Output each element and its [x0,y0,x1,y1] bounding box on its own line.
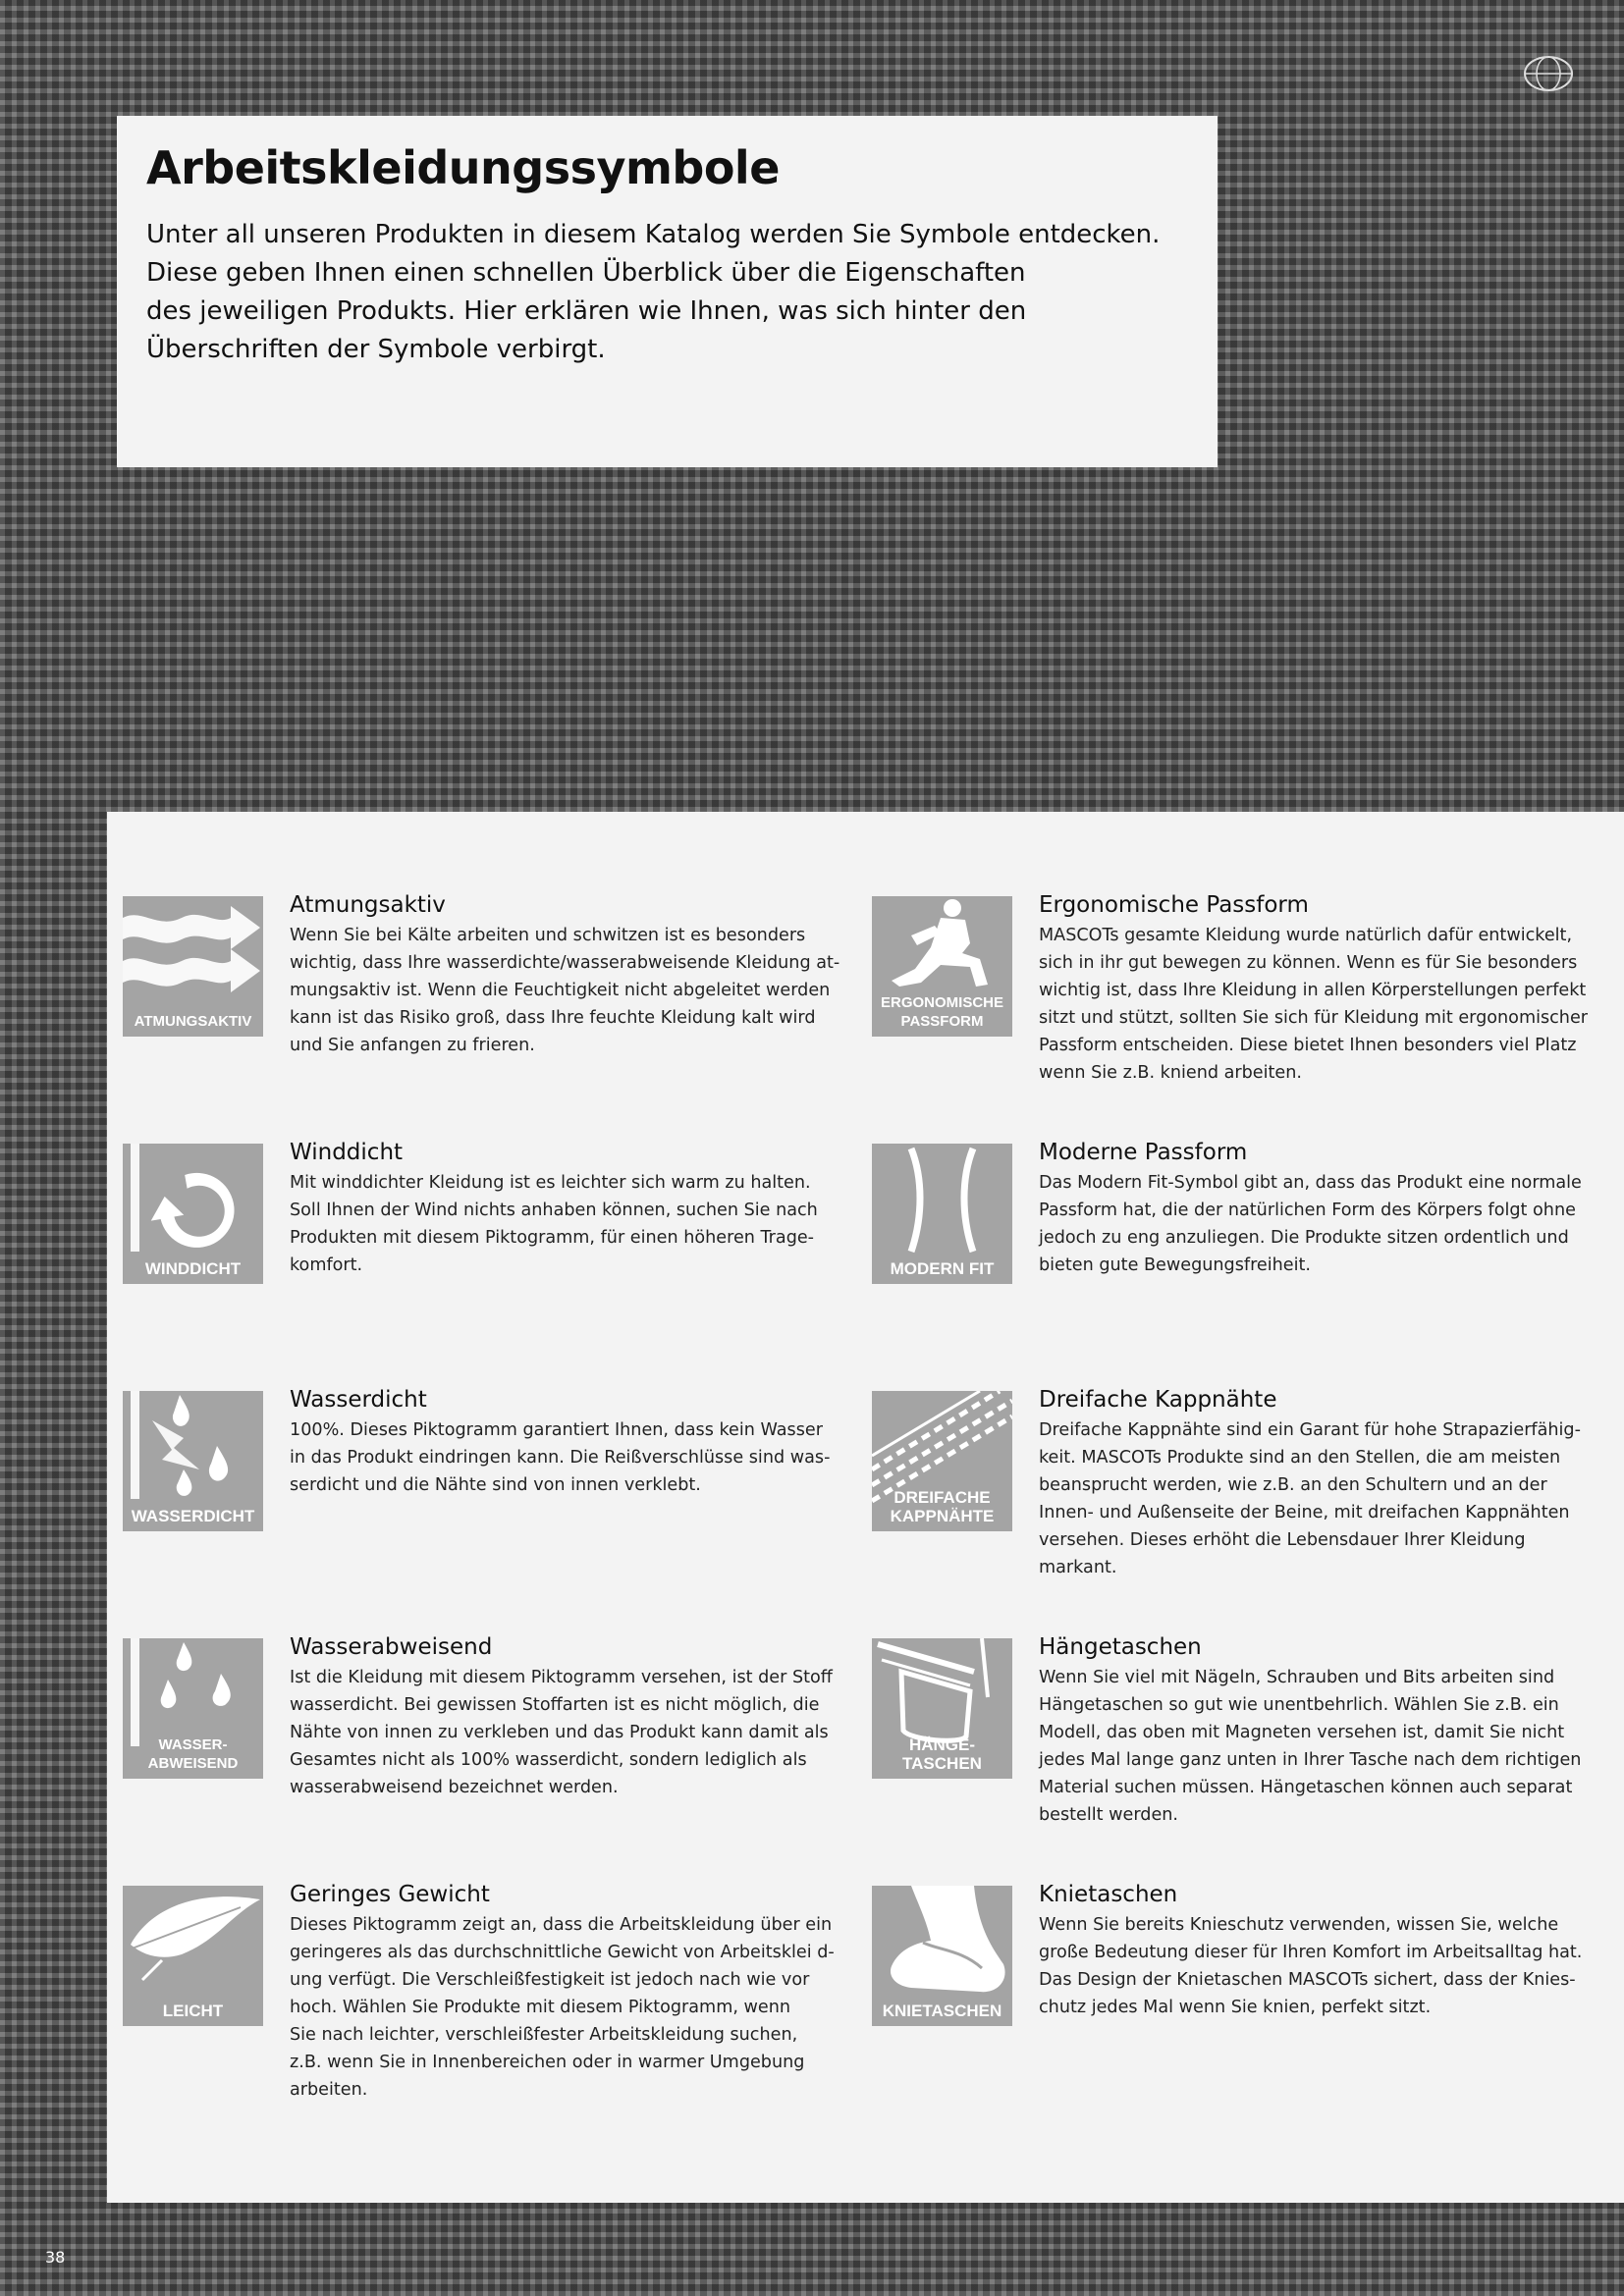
symbol-description: wichtig ist, dass Ihre Kleidung in allen Körperstellungen perfekt [1039,981,1587,1000]
intro-box [117,116,1218,467]
icon-label: WASSERDICHT [131,1507,255,1525]
kneeling-worker-icon [872,896,1012,1037]
symbol-description: Wenn Sie viel mit Nägeln, Schrauben und Bits arbeiten sind [1039,1668,1555,1687]
symbol-description: geringeres als das durchschnittliche Gewicht von Arbeitsklei d- [290,1943,835,1962]
feather-icon [123,1886,263,2026]
symbol-description: Das Modern Fit-Symbol gibt an, dass das Produkt eine normale [1039,1173,1582,1193]
icon-label: HÄNGE- TASCHEN [902,1735,982,1773]
symbol-title: Dreifache Kappnähte [1039,1387,1277,1413]
symbol-description: Innen- und Außenseite der Beine, mit dreifachen Kappnähten [1039,1503,1570,1522]
icon-label: WASSER- ABWEISEND [147,1736,239,1772]
symbol-description: Sie nach leichter, verschleißfester Arbeitskleidung suchen, [290,2025,798,2045]
intro-line: Überschriften der Symbole verbirgt. [146,335,606,364]
icon-label: LEICHT [162,2002,224,2020]
water-drops-icon [123,1638,263,1779]
symbol-description: große Bedeutung dieser für Ihren Komfort im Arbeitsalltag hat. [1039,1943,1583,1962]
symbol-description: arbeiten. [290,2080,368,2100]
intro-line: Diese geben Ihnen einen schnellen Überblick über die Eigenschaften [146,258,1026,288]
symbol-description: keit. MASCOTs Produkte sind an den Stellen, die am meisten [1039,1448,1561,1468]
symbol-description: kann ist das Risiko groß, dass Ihre feuchte Kleidung kalt wird [290,1008,816,1028]
symbol-description: wasserabweisend bezeichnet werden. [290,1778,619,1797]
page-title: Arbeitskleidungssymbole [146,141,780,194]
symbol-title: Atmungsaktiv [290,892,446,918]
symbol-description: Wenn Sie bereits Knieschutz verwenden, wissen Sie, welche [1039,1915,1559,1935]
icon-label: ATMUNGSAKTIV [134,1013,252,1030]
triple-stitch-icon [872,1391,1012,1531]
symbol-description: serdicht und die Nähte sind von innen verklebt. [290,1475,701,1495]
symbol-title: Geringes Gewicht [290,1882,490,1907]
knee-pad-icon [872,1886,1012,2026]
icon-label: KNIETASCHEN [882,2002,1002,2020]
symbol-description: wichtig, dass Ihre wasserdichte/wasserabweisende Kleidung at- [290,953,840,973]
wind-arrows-icon [123,896,263,1037]
symbol-title: Moderne Passform [1039,1140,1248,1165]
symbol-description: mungsaktiv ist. Wenn die Feuchtigkeit nicht abgeleitet werden [290,981,831,1000]
symbol-description: jedes Mal lange ganz unten in Ihrer Tasche nach dem richtigen [1039,1750,1582,1770]
symbol-title: Knietaschen [1039,1882,1178,1907]
symbol-description: MASCOTs gesamte Kleidung wurde natürlich dafür entwickelt, [1039,926,1573,945]
symbol-description: ung verfügt. Die Verschleißfestigkeit ist jedoch nach wie vor [290,1970,810,1990]
symbol-description: sich in ihr gut bewegen zu können. Wenn es für Sie besonders [1039,953,1578,973]
intro-line: Unter all unseren Produkten in diesem Katalog werden Sie Symbole entdecken. [146,220,1161,249]
symbol-description: in das Produkt eindringen kann. Die Reißverschlüsse sind was- [290,1448,831,1468]
symbol-description: komfort. [290,1255,363,1275]
symbol-description: Passform hat, die der natürlichen Form des Körpers folgt ohne [1039,1201,1576,1220]
icon-label: WINDDICHT [144,1259,242,1278]
symbol-description: Material suchen müssen. Hängetaschen können auch separat [1039,1778,1573,1797]
symbol-description: versehen. Dieses erhöht die Lebensdauer Ihrer Kleidung [1039,1530,1526,1550]
symbol-title: Wasserdicht [290,1387,427,1413]
symbol-description: wasserdicht. Bei gewissen Stoffarten ist es nicht möglich, die [290,1695,820,1715]
intro-line: des jeweiligen Produkts. Hier erklären wie Ihnen, was sich hinter den [146,296,1027,326]
symbol-description: jedoch zu eng anzuliegen. Die Produkte sitzen ordentlich und [1039,1228,1569,1248]
symbol-description: Dreifache Kappnähte sind ein Garant für hohe Strapazierfähig- [1039,1420,1581,1440]
symbol-description: Hängetaschen so gut wie unentbehrlich. Wählen Sie z.B. ein [1039,1695,1559,1715]
icon-label: DREIFACHE KAPPNÄHTE [890,1488,995,1525]
symbol-description: bieten gute Bewegungsfreiheit. [1039,1255,1311,1275]
hanging-pocket-icon [872,1638,1012,1779]
mascot-globe-logo [1522,47,1575,100]
symbol-description: 100%. Dieses Piktogramm garantiert Ihnen, dass kein Wasser [290,1420,823,1440]
symbol-description: z.B. wenn Sie in Innenbereichen oder in warmer Umgebung [290,2053,805,2072]
symbol-description: Dieses Piktogramm zeigt an, dass die Arbeitskleidung über ein [290,1915,833,1935]
curved-lines-icon [872,1144,1012,1284]
icon-label: ERGONOMISCHE PASSFORM [880,994,1003,1030]
symbol-description: Ist die Kleidung mit diesem Piktogramm versehen, ist der Stoff [290,1668,833,1687]
symbol-description: Wenn Sie bei Kälte arbeiten und schwitzen ist es besonders [290,926,806,945]
symbol-title: Hängetaschen [1039,1634,1202,1660]
page-number: 38 [45,2248,66,2267]
symbol-title: Wasserabweisend [290,1634,493,1660]
symbol-description: Das Design der Knietaschen MASCOTs sichert, dass der Knies- [1039,1970,1576,1990]
symbol-description: Soll Ihnen der Wind nichts anhaben können, suchen Sie nach [290,1201,818,1220]
symbol-description: Passform entscheiden. Diese bietet Ihnen besonders viel Platz [1039,1036,1577,1055]
symbol-description: bestellt werden. [1039,1805,1179,1825]
symbol-description: hoch. Wählen Sie Produkte mit diesem Piktogramm, wenn [290,1998,791,2017]
symbol-title: Ergonomische Passform [1039,892,1309,918]
symbols-panel [107,812,1624,2203]
intro-text [146,216,1188,369]
symbol-description: Nähte von innen zu verkleben und das Produkt kann damit als [290,1723,829,1742]
symbol-description: und Sie anfangen zu frieren. [290,1036,535,1055]
circular-arrow-icon [123,1144,263,1284]
symbol-description: sitzt und stützt, sollten Sie sich für Kleidung mit ergonomischer [1039,1008,1589,1028]
symbol-description: Gesamtes nicht als 100% wasserdicht, sondern lediglich als [290,1750,807,1770]
drops-blocked-icon [123,1391,263,1531]
icon-label: MODERN FIT [890,1259,995,1278]
symbol-description: Modell, das oben mit Magneten versehen ist, damit Sie nicht [1039,1723,1565,1742]
symbol-description: chutz jedes Mal wenn Sie knien, perfekt sitzt. [1039,1998,1432,2017]
symbol-description: wenn Sie z.B. kniend arbeiten. [1039,1063,1302,1083]
symbol-description: Mit winddichter Kleidung ist es leichter sich warm zu halten. [290,1173,811,1193]
symbol-title: Winddicht [290,1140,404,1165]
symbol-description: markant. [1039,1558,1117,1577]
symbol-description: beansprucht werden, wie z.B. an den Schultern und an der [1039,1475,1547,1495]
symbol-description: Produkten mit diesem Piktogramm, für einen höheren Trage- [290,1228,815,1248]
